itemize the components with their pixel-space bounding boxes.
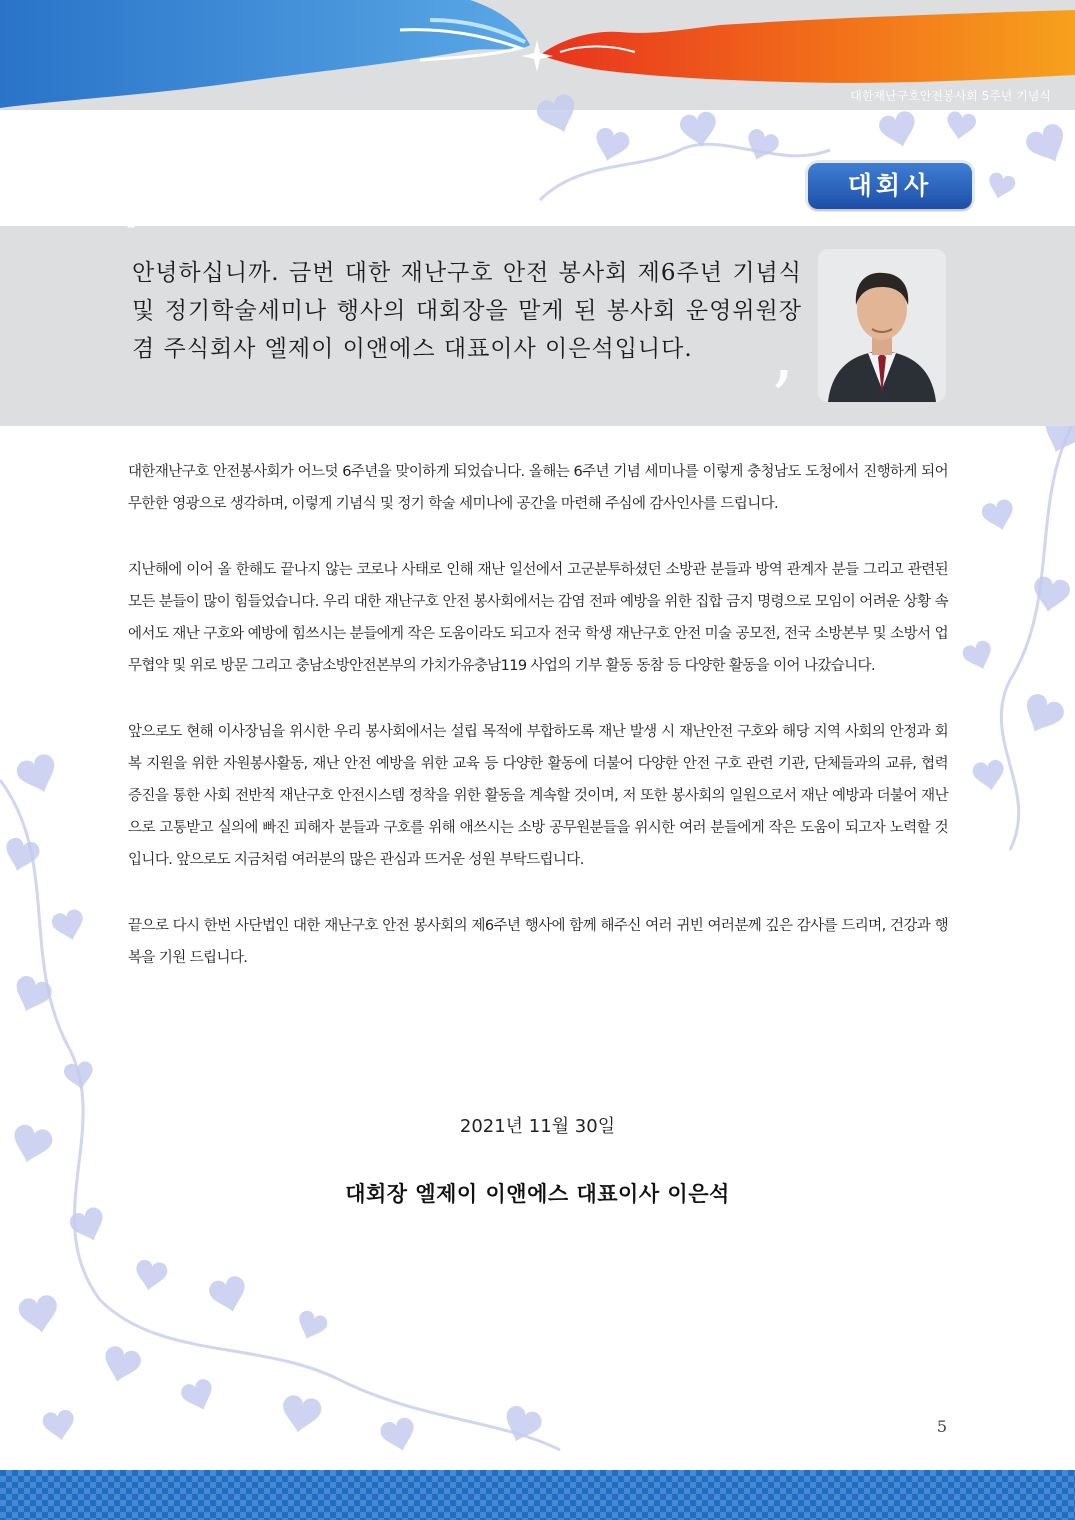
close-quote-icon: ’ — [770, 356, 794, 442]
body-paragraph: 대한재난구호 안전봉사회가 어느덧 6주년을 맞이하게 되었습니다. 올해는 6주년 기념 세미나를 이렇게 충청남도 도청에서 진행하게 되어 무한한 영광으로 생각하며, 이렇게 기념식 및 정기 학술 세미나에 공간을 마련해 주심에 감사인사를 드립니다. — [128, 464, 948, 512]
body-paragraph: 끝으로 다시 한번 사단법인 대한 재난구호 안전 봉사회의 제6주년 행사에 함께 해주신 여러 귀빈 여러분께 깊은 감사를 드리며, 건강과 행복을 기원 드립니다. — [128, 918, 948, 966]
signature: 대회장 엘제이 이앤에스 대표이사 이은석 — [345, 1182, 730, 1206]
section-label: 대회사 — [808, 163, 972, 209]
letter-date: 2021년 11월 30일 — [459, 1116, 616, 1137]
portrait-photo — [818, 249, 946, 402]
intro-greeting: 안녕하십니까. 금번 대한 재난구호 안전 봉사회 제6주년 기념식 및 정기학술세미나 행사의 대회장을 맡게 된 봉사회 운영위원장 겸 주식회사 엘제이 이앤에스 대표이사 이은석입니다. — [132, 260, 802, 362]
open-quote-icon: ‘ — [120, 196, 144, 282]
header-band — [0, 0, 1075, 110]
header-title: 대한재난구호안전봉사회 5주년 기념식 — [850, 89, 1051, 103]
body-paragraph: 지난해에 이어 올 한해도 끝나지 않는 코로나 사태로 인해 재난 일선에서 고군분투하셨던 소방관 분들과 방역 관계자 분들 그리고 관련된 모든 분들이 많이 힘들었습니다. 우리 대한 재난구호 안전 봉사회에서는 감염 전파 예방을 위한 집합 금지 명령으로 모임이 어려운 상황 속에서도 재난 구호와 예방에 힘쓰시는 분들에게 작은 도움이라도 되고자 전국 학생 재난구호 안전 미술 공모전, 전국 소방본부 및 소방서 업무협약 및 위로 방문 그리고 충남소방안전본부의 가치가유충남119 사업의 기부 활동 동참 등 다양한 활동을 이어 나갔습니다. — [128, 562, 948, 674]
footer-band — [0, 1470, 1075, 1520]
page-number: 5 — [936, 1417, 947, 1436]
body-text — [128, 456, 948, 1008]
body-paragraph: 앞으로도 현해 이사장님을 위시한 우리 봉사회에서는 설립 목적에 부합하도록 재난 발생 시 재난안전 구호와 해당 지역 사회의 안정과 회복 지원을 위한 자원봉사활동, 재난 안전 예방을 위한 교육 등 다양한 활동에 더불어 다양한 안전 구호 관련 기관, 단체들과의 교류, 협력 증진을 통한 사회 전반적 재난구호 안전시스템 정착을 위한 활동을 계속할 것이며, 저 또한 봉사회의 일원으로서 재난 예방과 더불어 재난으로 고통받고 실의에 빠진 피해자 분들과 구호를 위해 애쓰시는 소방 공무원분들을 위시한 여러 분들에게 작은 도움이 되고자 노력할 것입니다. 앞으로도 지금처럼 여러분의 많은 관심과 뜨거운 성원 부탁드립니다. — [128, 724, 948, 868]
